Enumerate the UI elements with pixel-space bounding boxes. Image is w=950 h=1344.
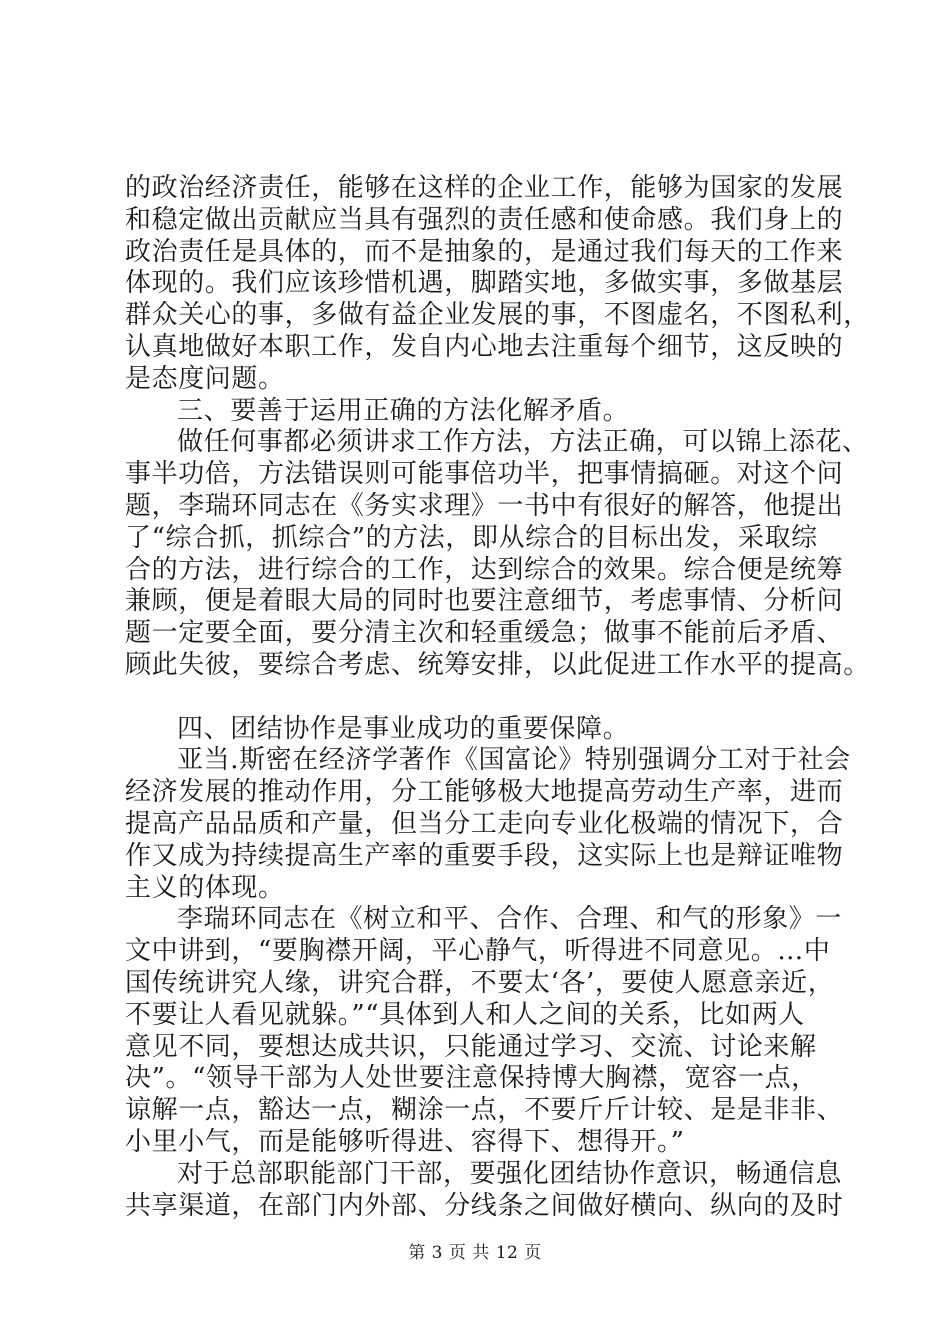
text-line: 经济发展的推动作用，分工能够极大地提高劳动生产率，进而 (125, 777, 844, 808)
text-line: 顾此失彼，要综合考虑、统筹安排，以此促进工作水平的提高。 (125, 649, 870, 680)
blank-line (125, 682, 835, 714)
text-line: 认真地做好本职工作，发自内心地去注重每个细节，这反映的 (125, 331, 844, 362)
text-line: 兼顾，便是着眼大局的同时也要注意细节，考虑事情、分析问 (125, 586, 844, 617)
text-line: 小里小气，而是能够听得进、容得下、想得开。” (125, 1126, 685, 1157)
text-line: 主义的体现。 (125, 872, 285, 903)
text-line: 共享渠道，在部门内外部、分线条之间做好横向、纵向的及时 (125, 1190, 844, 1221)
text-line: 和稳定做出贡献应当具有强烈的责任感和使命感。我们身上的 (125, 204, 844, 235)
text-line: 意见不同，要想达成共识，只能通过学习、交流、讨论来解 (125, 1031, 817, 1062)
text-line: 的政治经济责任，能够在这样的企业工作，能够为国家的发展 (125, 173, 844, 203)
text-line: 政治责任是具体的，而不是抽象的，是通过我们每天的工作来 (125, 236, 844, 267)
document-body (125, 173, 870, 1222)
text-line: 对于总部职能部门干部，要强化团结协作意识，畅通信息 (177, 1158, 843, 1189)
text-line: 李瑞环同志在《树立和平、合作、合理、和气的形象》一 (177, 904, 843, 935)
text-line: 亚当.斯密在经济学著作《国富论》特别强调分工对于社会 (177, 745, 851, 776)
text-line: 谅解一点，豁达一点，糊涂一点，不要斤斤计较、是是非非、 (125, 1095, 844, 1126)
text-line: 群众关心的事，多做有益企业发展的事，不图虚名，不图私利， (125, 300, 870, 331)
text-line: 四、团结协作是事业成功的重要保障。 (177, 713, 630, 744)
page-footer: 第 3 页 共 12 页 (408, 1243, 542, 1263)
text-line: 提高产品品质和产量，但当分工走向专业化极端的情况下，合 (125, 808, 844, 839)
text-line: 三、要善于运用正确的方法化解矛盾。 (177, 395, 630, 426)
text-line: 合的方法，进行综合的工作，达到综合的效果。综合便是统筹 (125, 554, 844, 585)
text-line: 了“综合抓，抓综合”的方法，即从综合的目标出发，采取综 (125, 522, 818, 553)
text-line: 作又成为持续提高生产率的重要手段，这实际上也是辩证唯物 (125, 840, 844, 871)
text-line: 题一定要全面，要分清主次和轻重缓急；做事不能前后矛盾、 (125, 618, 844, 649)
text-line: 决”。“领导干部为人处世要注意保持博大胸襟，宽容一点， (125, 1063, 818, 1094)
text-line: 做任何事都必须讲求工作方法，方法正确，可以锦上添花、 (177, 427, 869, 458)
text-line: 体现的。我们应该珍惜机遇，脚踏实地，多做实事，多做基层 (125, 268, 844, 299)
text-line: 题，李瑞环同志在《务实求理》一书中有很好的解答，他提出 (125, 490, 844, 521)
text-line: 国传统讲究人缘，讲究合群，不要太‘各’，要使人愿意亲近， (125, 967, 835, 998)
text-line: 事半功倍，方法错误则可能事倍功半，把事情搞砸。对这个问 (125, 459, 844, 490)
text-line: 文中讲到，“要胸襟开阔，平心静气，听得进不同意见。…中 (125, 936, 831, 967)
text-line: 是态度问题。 (125, 363, 285, 394)
text-line: 不要让人看见就躲。”“具体到人和人之间的关系，比如两人 (125, 999, 805, 1030)
